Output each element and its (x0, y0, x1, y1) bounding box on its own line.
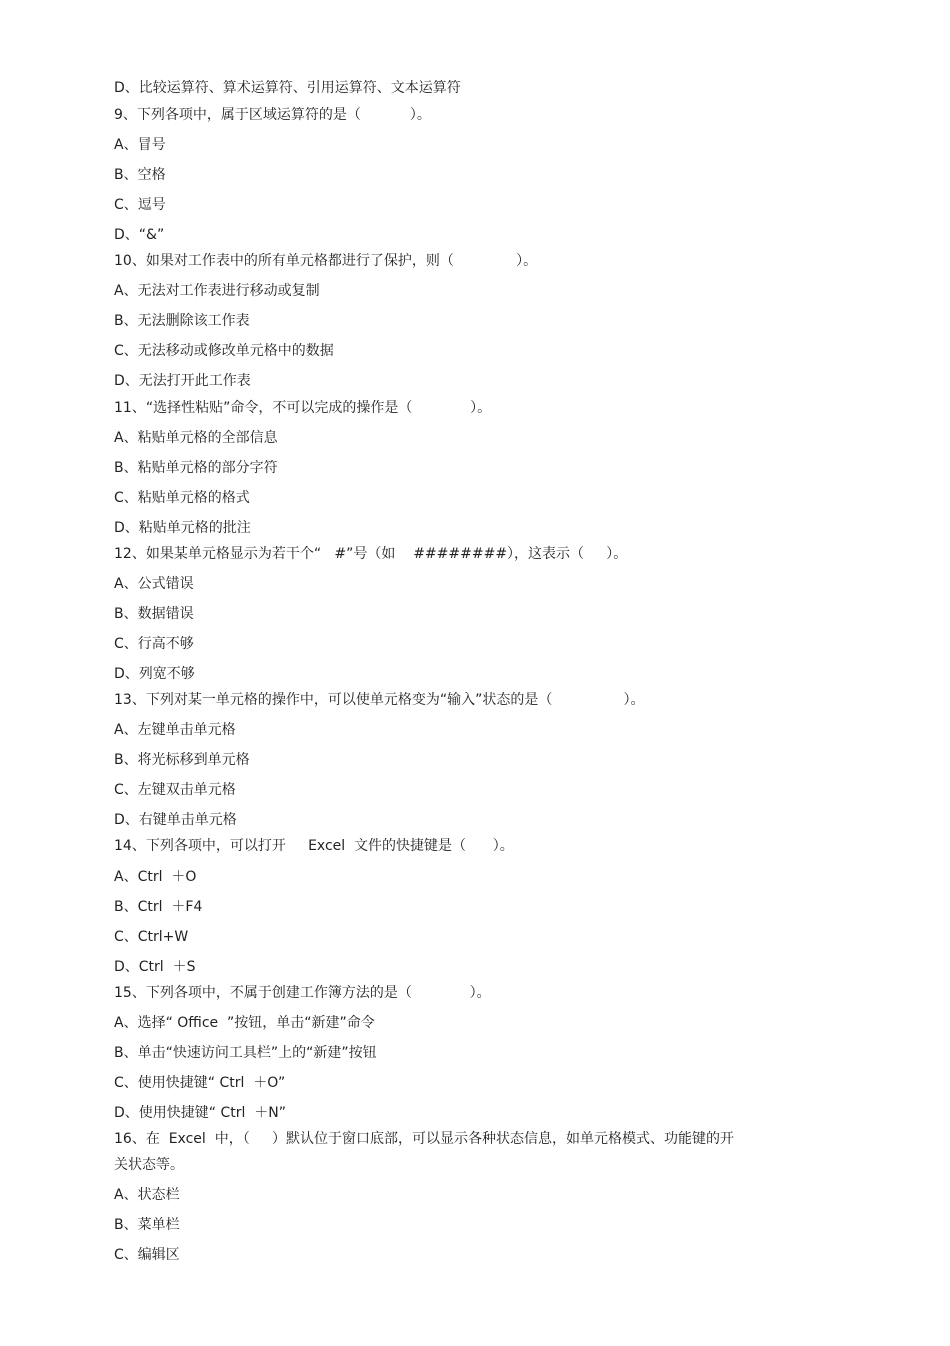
option-12-a: A、公式错误 (114, 576, 194, 592)
option-12-b: B、数据错误 (114, 606, 194, 622)
option-13-c: C、左键双击单元格 (114, 782, 236, 798)
option-11-a: A、粘贴单元格的全部信息 (114, 430, 278, 446)
option-14-a: A、Ctrl ＋O (114, 869, 197, 885)
question-16-cont: 关状态等。 (114, 1157, 184, 1173)
option-9-b: B、空格 (114, 167, 166, 183)
option-13-b: B、将光标移到单元格 (114, 752, 250, 768)
question-13: 13、下列对某一单元格的操作中，可以使单元格变为“输入”状态的是（ ）。 (114, 692, 645, 708)
option-11-d: D、粘贴单元格的批注 (114, 520, 251, 536)
question-11: 11、“选择性粘贴”命令，不可以完成的操作是（ ）。 (114, 400, 492, 416)
option-15-a: A、选择“ Office ”按钮，单击“新建”命令 (114, 1015, 375, 1031)
option-9-a: A、冒号 (114, 137, 166, 153)
option-14-c: C、Ctrl+W (114, 929, 189, 945)
option-8-d: D、比较运算符、算术运算符、引用运算符、文本运算符 (114, 80, 461, 96)
option-16-c: C、编辑区 (114, 1247, 180, 1263)
option-10-c: C、无法移动或修改单元格中的数据 (114, 343, 334, 359)
question-16: 16、在 Excel 中，（ ）默认位于窗口底部，可以显示各种状态信息，如单元格模式、功能键的开 (114, 1131, 734, 1147)
option-10-a: A、无法对工作表进行移动或复制 (114, 283, 320, 299)
option-12-d: D、列宽不够 (114, 666, 195, 682)
option-12-c: C、行高不够 (114, 636, 194, 652)
option-13-d: D、右键单击单元格 (114, 812, 237, 828)
question-9: 9、下列各项中，属于区域运算符的是（ ）。 (114, 107, 431, 123)
option-15-d: D、使用快捷键“ Ctrl ＋N” (114, 1105, 287, 1121)
question-12: 12、如果某单元格显示为若干个“ #”号（如 ########），这表示（ ）。 (114, 546, 628, 562)
option-9-c: C、逗号 (114, 197, 166, 213)
option-11-c: C、粘贴单元格的格式 (114, 490, 250, 506)
option-10-b: B、无法删除该工作表 (114, 313, 250, 329)
question-14: 14、下列各项中，可以打开 Excel 文件的快捷键是（ ）。 (114, 838, 514, 854)
question-15: 15、下列各项中，不属于创建工作簿方法的是（ ）。 (114, 985, 491, 1001)
option-16-a: A、状态栏 (114, 1187, 180, 1203)
option-15-c: C、使用快捷键“ Ctrl ＋O” (114, 1075, 286, 1091)
option-14-d: D、Ctrl ＋S (114, 959, 196, 975)
option-11-b: B、粘贴单元格的部分字符 (114, 460, 278, 476)
question-10: 10、如果对工作表中的所有单元格都进行了保护，则（ ）。 (114, 253, 538, 269)
option-14-b: B、Ctrl ＋F4 (114, 899, 203, 915)
option-13-a: A、左键单击单元格 (114, 722, 236, 738)
option-10-d: D、无法打开此工作表 (114, 373, 251, 389)
option-9-d: D、“&” (114, 227, 165, 243)
option-16-b: B、菜单栏 (114, 1217, 180, 1233)
option-15-b: B、单击“快速访问工具栏”上的“新建”按钮 (114, 1045, 377, 1061)
